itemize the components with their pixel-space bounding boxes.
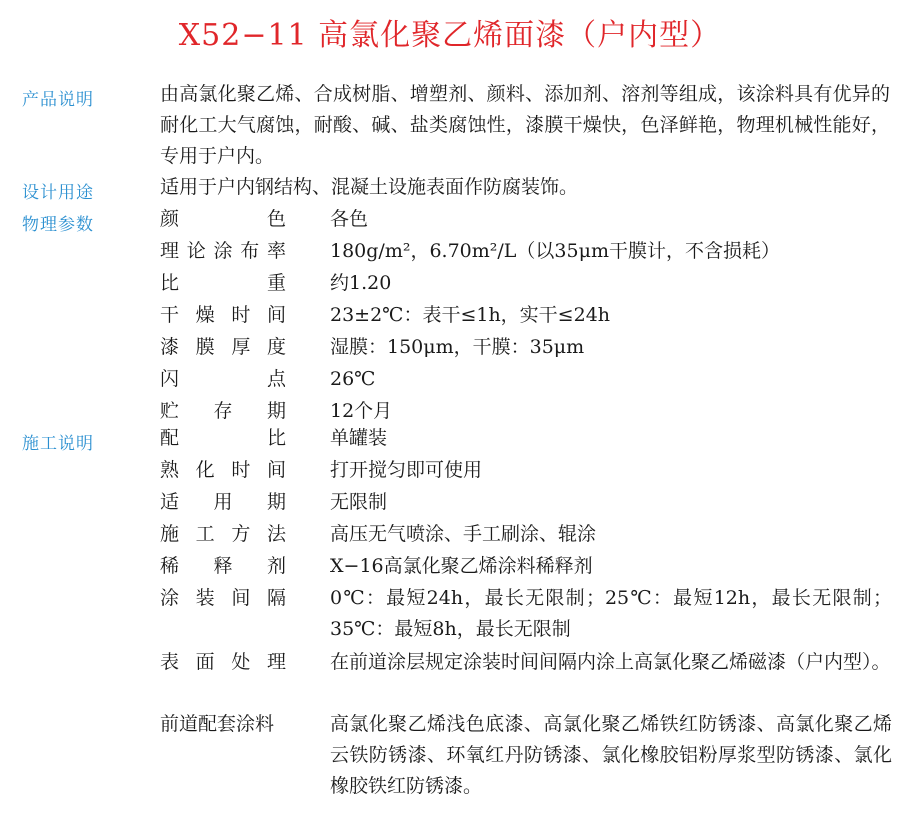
param-key-char: 涂 bbox=[160, 587, 180, 609]
param-key-char: 装 bbox=[195, 587, 215, 609]
param-key-char: 前道配套涂料 bbox=[160, 713, 275, 735]
param-key-char: 干 bbox=[160, 304, 180, 326]
param-key-char: 闪 bbox=[160, 368, 180, 390]
param-key-char: 颜 bbox=[160, 208, 180, 230]
param-key-char: 化 bbox=[195, 459, 215, 481]
param-value: 26℃ bbox=[330, 368, 376, 390]
param-value: 23±2℃：表干≤1h，实干≤24h bbox=[330, 304, 611, 326]
param-key bbox=[160, 583, 286, 614]
param-value: 0℃：最短24h，最长无限制；25℃：最短12h，最长无限制；35℃：最短8h，最长无限制 bbox=[330, 587, 892, 640]
param-key-char: 存 bbox=[213, 400, 233, 422]
design-use-text: 适用于户内钢结构、混凝土设施表面作防腐装饰。 bbox=[160, 176, 579, 198]
param-value: 高压无气喷涂、手工刷涂、辊涂 bbox=[330, 523, 597, 545]
param-key-char: 适 bbox=[160, 491, 180, 513]
section-label-design-use: 设计用途 bbox=[22, 183, 94, 203]
param-key-char: 处 bbox=[231, 651, 251, 673]
param-key bbox=[160, 236, 286, 267]
param-key-char: 理 bbox=[266, 651, 286, 673]
param-key bbox=[160, 332, 286, 363]
param-key-char: 释 bbox=[213, 555, 233, 577]
param-value: 约1.20 bbox=[330, 272, 392, 294]
param-key-char: 表 bbox=[160, 651, 180, 673]
param-value: 在前道涂层规定涂装时间间隔内涂上高氯化聚乙烯磁漆（户内型）。 bbox=[330, 651, 891, 673]
param-key bbox=[160, 455, 286, 486]
param-key-char: 剂 bbox=[266, 555, 286, 577]
param-key-char: 稀 bbox=[160, 555, 180, 577]
param-key-char: 配 bbox=[160, 427, 180, 449]
param-key-char: 面 bbox=[195, 651, 215, 673]
param-value: 湿膜：150μm，干膜：35μm bbox=[330, 336, 585, 358]
param-key-char: 厚 bbox=[231, 336, 251, 358]
param-key-char: 间 bbox=[266, 459, 286, 481]
param-key bbox=[160, 647, 286, 678]
param-key-char: 用 bbox=[213, 491, 233, 513]
param-key-char: 贮 bbox=[160, 400, 180, 422]
param-key-char: 工 bbox=[195, 523, 215, 545]
param-key-char: 涂 bbox=[213, 240, 233, 262]
param-key bbox=[160, 709, 286, 740]
param-value: 打开搅匀即可使用 bbox=[330, 459, 483, 481]
param-key-char: 度 bbox=[266, 336, 286, 358]
param-key-char: 间 bbox=[266, 304, 286, 326]
param-key-char: 期 bbox=[266, 400, 286, 422]
param-value: X−16高氯化聚乙烯涂料稀释剂 bbox=[330, 555, 593, 577]
param-key bbox=[160, 300, 286, 331]
param-key-char: 时 bbox=[231, 459, 251, 481]
param-key-char: 法 bbox=[266, 523, 286, 545]
param-key-char: 色 bbox=[266, 208, 286, 230]
product-desc-text: 由高氯化聚乙烯、合成树脂、增塑剂、颜料、添加剂、溶剂等组成，该涂料具有优异的耐化工大气腐蚀，耐酸、碱、盐类腐蚀性，漆膜干燥快，色泽鲜艳，物理机械性能好，专用于户内。 bbox=[160, 83, 890, 167]
param-key-char: 漆 bbox=[160, 336, 180, 358]
param-key-char: 膜 bbox=[195, 336, 215, 358]
param-value: 高氯化聚乙烯浅色底漆、高氯化聚乙烯铁红防锈漆、高氯化聚乙烯云铁防锈漆、环氧红丹防锈漆、氯化橡胶铝粉厚浆型防锈漆、氯化橡胶铁红防锈漆。 bbox=[330, 713, 892, 797]
param-value: 单罐装 bbox=[330, 427, 388, 449]
param-key bbox=[160, 487, 286, 518]
param-key-char: 间 bbox=[231, 587, 251, 609]
param-key-char: 比 bbox=[160, 272, 180, 294]
section-label-physical: 物理参数 bbox=[22, 215, 94, 235]
param-value: 12个月 bbox=[330, 400, 393, 422]
param-value: 180g/m²，6.70m²/L（以35μm干膜计，不含损耗） bbox=[330, 240, 780, 262]
param-key-char: 隔 bbox=[266, 587, 286, 609]
param-key-char: 率 bbox=[266, 240, 286, 262]
document-title: X52−11 高氯化聚乙烯面漆（户内型） bbox=[178, 18, 722, 53]
section-label-application: 施工说明 bbox=[22, 434, 94, 454]
param-key-char: 论 bbox=[186, 240, 206, 262]
param-key bbox=[160, 423, 286, 454]
param-key bbox=[160, 268, 286, 299]
param-value: 各色 bbox=[330, 208, 369, 230]
param-value: 无限制 bbox=[330, 491, 388, 513]
param-key-char: 施 bbox=[160, 523, 180, 545]
param-key-char: 方 bbox=[231, 523, 251, 545]
param-key-char: 理 bbox=[160, 240, 180, 262]
param-key-char: 点 bbox=[266, 368, 286, 390]
param-key bbox=[160, 519, 286, 550]
section-label-product-desc: 产品说明 bbox=[22, 90, 94, 110]
param-key-char: 比 bbox=[266, 427, 286, 449]
param-key-char: 熟 bbox=[160, 459, 180, 481]
param-key bbox=[160, 364, 286, 395]
param-key-char: 燥 bbox=[195, 304, 215, 326]
param-key-char: 期 bbox=[266, 491, 286, 513]
param-key bbox=[160, 204, 286, 235]
param-key-char: 布 bbox=[240, 240, 260, 262]
param-key-char: 时 bbox=[231, 304, 251, 326]
param-key-char: 重 bbox=[266, 272, 286, 294]
param-key bbox=[160, 551, 286, 582]
